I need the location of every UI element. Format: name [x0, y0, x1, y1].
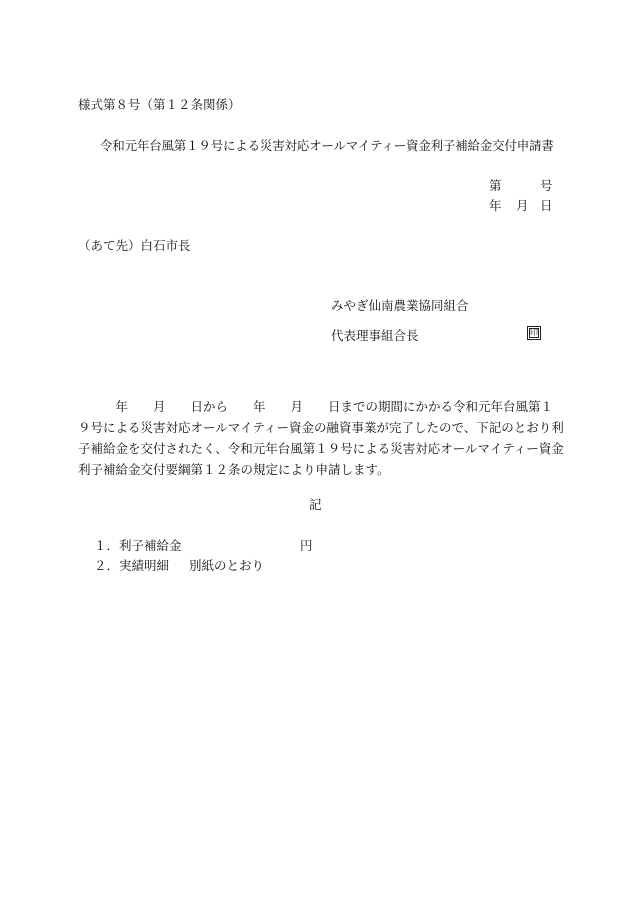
body-line: ９号による災害対応オールマイティー資金の融資事業が完了したので、下記のとおり利 — [78, 420, 564, 435]
applicant-representative: 代表理事組合長 — [331, 328, 419, 343]
document-title: 令和元年台風第１９号による災害対応オールマイティー資金利子補給金交付申請書 — [100, 138, 554, 153]
application-body — [78, 396, 564, 480]
form-number-label: 様式第８号（第１２条関係） — [78, 97, 241, 112]
addressee: （あて先）白石市長 — [78, 238, 191, 253]
item-subsidy-label: １．利子補給金 — [94, 538, 182, 553]
date-month: 月 — [516, 198, 529, 213]
body-line: 利子補給金交付要綱第１２条の規定により申請します。 — [78, 462, 390, 477]
body-line: 子補給金を交付されたく、令和元年台風第１９号による災害対応オールマイティー資金 — [78, 441, 564, 456]
number-prefix: 第 — [489, 178, 502, 193]
seal-label: 印 — [530, 328, 538, 337]
item-details-value: 別紙のとおり — [189, 558, 265, 573]
item-details-label: ２．実績明細 — [94, 558, 170, 573]
date-day: 日 — [540, 198, 553, 213]
applicant-organization: みやぎ仙南農業協同組合 — [331, 298, 469, 313]
body-line: 年 月 日から 年 月 日までの期間にかかる令和元年台風第１ — [78, 399, 554, 414]
notation-heading: 記 — [309, 497, 322, 512]
seal-stamp-mark — [527, 326, 541, 340]
item-subsidy-unit: 円 — [300, 538, 313, 553]
number-suffix: 号 — [540, 178, 553, 193]
date-year: 年 — [489, 198, 502, 213]
